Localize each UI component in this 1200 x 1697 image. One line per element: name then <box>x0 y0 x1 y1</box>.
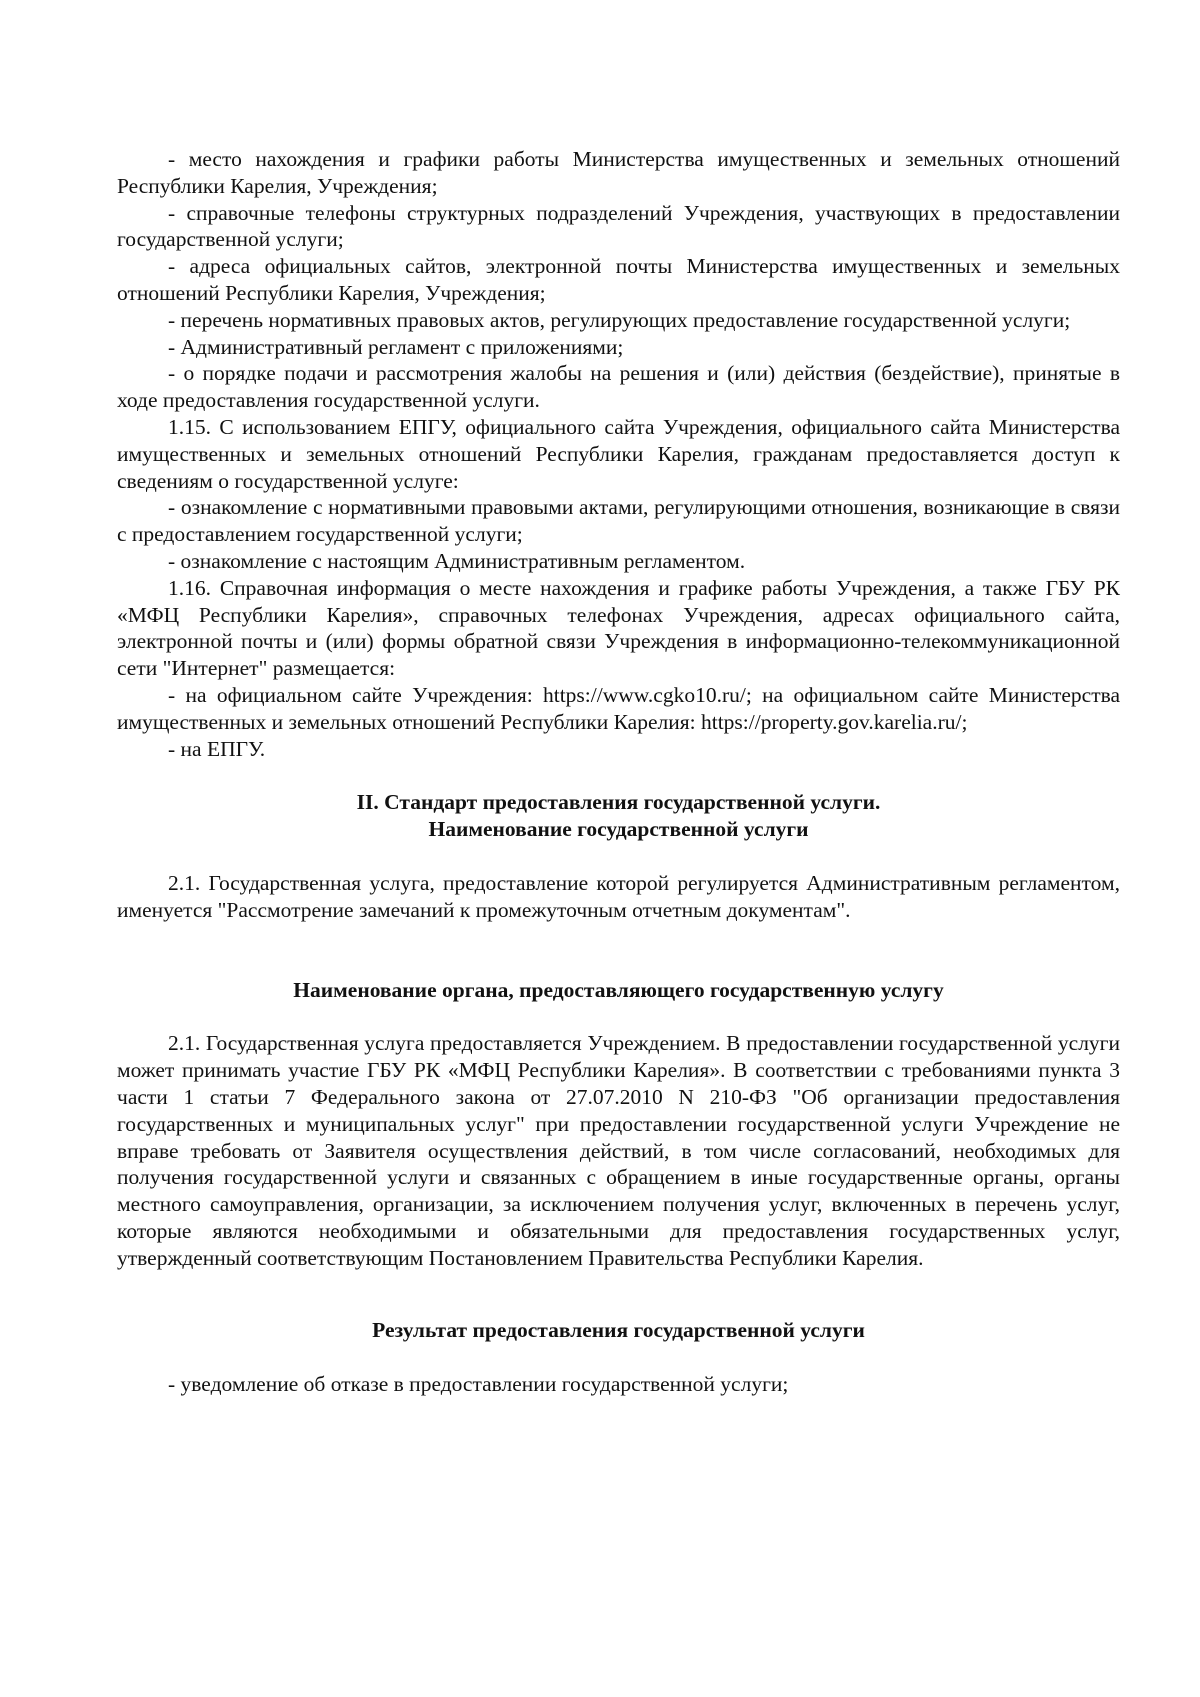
section-heading: Наименование органа, предоставляющего государственную услугу <box>293 977 944 1002</box>
paragraph: 1.16. Справочная информация о месте нахождения и графике работы Учреждения, а также ГБУ РК «МФЦ Республики Карелия», справочных телефонах Учреждения, адресах официального сайта, электронной почты и (или) формы обратной связи Учреждения в информационно-телекоммуникационной сети "Интернет" размещается: <box>117 575 1120 681</box>
section-heading: Результат предоставления государственной услуги <box>372 1318 865 1343</box>
paragraph: - место нахождения и графики работы Министерства имущественных и земельных отношений Республики Карелия, Учреждения; <box>117 147 1120 198</box>
paragraph: - уведомление об отказе в предоставлении государственной услуги; <box>168 1372 789 1397</box>
spacer <box>117 924 1120 977</box>
paragraph: - перечень нормативных правовых актов, регулирующих предоставление государственной услуги; <box>168 307 1071 332</box>
paragraph: - на ЕПГУ. <box>168 736 266 761</box>
paragraph: - ознакомление с нормативными правовыми актами, регулирующими отношения, возникающие в связи с предоставлением государственной услуги; <box>117 495 1120 547</box>
paragraph: - адреса официальных сайтов, электронной почты Министерства имущественных и земельных отношений Республики Карелия, Учреждения; <box>117 254 1120 305</box>
paragraph: - справочные телефоны структурных подразделений Учреждения, участвующих в предоставлении государственной услуги; <box>117 200 1120 252</box>
paragraph: 1.15. С использованием ЕПГУ, официального сайта Учреждения, официального сайта Министерства имущественных и земельных отношений Республики Карелия, гражданам предоставляется доступ к сведениям о государственной услуге: <box>117 414 1120 493</box>
spacer <box>117 1003 1120 1030</box>
document-body <box>117 146 1120 1398</box>
paragraph: 2.1. Государственная услуга, предоставление которой регулируется Административным регламентом, именуется "Рассмотрение замечаний к промежуточным отчетным документам". <box>117 870 1120 922</box>
paragraph: - ознакомление с настоящим Административным регламентом. <box>168 548 746 573</box>
spacer <box>117 762 1120 789</box>
section-title: II. Стандарт предоставления государственной услуги. <box>356 790 881 815</box>
section-subtitle: Наименование государственной услуги <box>428 817 809 842</box>
spacer <box>117 843 1120 870</box>
spacer <box>117 1344 1120 1371</box>
paragraph: - Административный регламент с приложениями; <box>168 334 624 359</box>
paragraph: - о порядке подачи и рассмотрения жалобы на решения и (или) действия (бездействие), принятые в ходе предоставления государственной услуги. <box>117 361 1120 413</box>
paragraph: - на официальном сайте Учреждения: https://www.cgko10.ru/; на официальном сайте Министерства имущественных и земельных отношений Республики Карелия: https://property.gov.karelia.ru/; <box>117 682 1120 734</box>
paragraph: 2.1. Государственная услуга предоставляется Учреждением. В предоставлении государственной услуги может принимать участие ГБУ РК «МФЦ Республики Карелия». В соответствии с требованиями пункта 3 части 1 статьи 7 Федерального закона от 27.07.2010 N 210-ФЗ "Об организации предоставления государственных и муниципальных услуг" при предоставлении государственной услуги Учреждение не вправе требовать от Заявителя осуществления действий, в том числе согласований, необходимых для получения государственной услуги и связанных с обращением в иные государственные органы, органы местного самоуправления, организации, за исключением получения услуг, включенных в перечень услуг, которые являются необходимыми и обязательными для предоставления государственных услуг, утвержденный соответствующим Постановлением Правительства Республики Карелия. <box>117 1031 1120 1270</box>
spacer <box>117 1271 1120 1317</box>
